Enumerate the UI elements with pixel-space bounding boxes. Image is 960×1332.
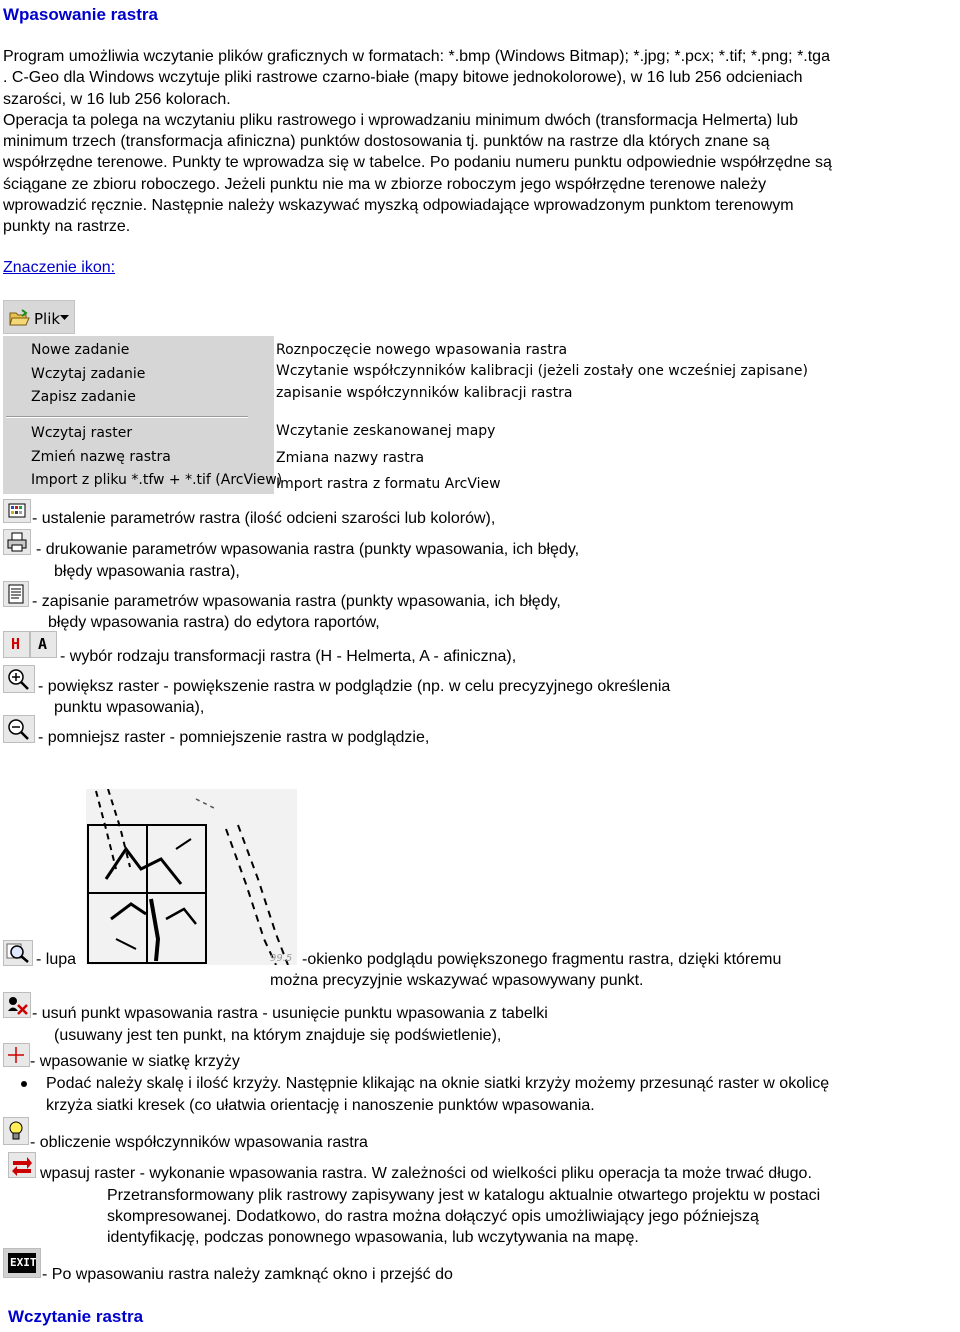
intro-line: szarości, w 16 lub 256 kolorach. (3, 90, 231, 108)
exit-text: - Po wpasowaniu rastra należy zamknąć okno i przejść do (42, 1266, 453, 1283)
grid-bullet-text-2: krzyża siatki kresek (co ułatwia orientację i nanoszenie punktów wpasowania. (46, 1097, 595, 1114)
fit-raster-icon[interactable] (8, 1152, 36, 1178)
page-title: Wpasowanie rastra (3, 5, 158, 24)
menu-desc-load-raster: Wczytanie zeskanowanej mapy (276, 423, 496, 439)
intro-paragraph (3, 46, 960, 238)
helmert-letter: H (11, 635, 21, 653)
folder-open-icon (9, 309, 31, 327)
save-report-text-1: - zapisanie parametrów wpasowania rastra (punkty wpasowania, ich błędy, (32, 593, 561, 610)
lightbulb-icon[interactable] (3, 1117, 29, 1145)
zoom-in-text-1: - powiększ raster - powiększenie rastra w podglądzie (np. w celu precyzyjnego określenia (38, 678, 671, 695)
magnifier-desc-1: -okienko podglądu powiększonego fragmentu rastra, dzięki któremu (302, 951, 782, 968)
magnifier-desc-2: można precyzyjnie wskazywać wpasowywany punkt. (270, 972, 644, 989)
file-menu-label: Plik (34, 310, 61, 328)
file-menu-dropdown (3, 336, 283, 494)
crosshair-grid-icon[interactable] (3, 1043, 30, 1067)
raster-params-icon[interactable] (3, 499, 31, 523)
fit-text-2: Przetransformowany plik rastrowy zapisywany jest w katalogu aktualnie otwartego projektu w postaci (107, 1187, 821, 1204)
zoom-in-text-2: punktu wpasowania), (54, 699, 205, 716)
grid-text: - wpasowanie w siatkę krzyży (30, 1053, 240, 1070)
transform-text: - wybór rodzaju transformacji rastra (H - Helmerta, A - afiniczna), (60, 648, 517, 665)
print-text-2: błędy wpasowania rastra), (54, 563, 240, 580)
fit-text-4: identyfikację, podczas ponownego wpasowania, lub wczytywania na mapę. (107, 1229, 639, 1246)
intro-line: . C-Geo dla Windows wczytuje pliki rastrowe czarno-białe (mapy bitowe jednokolorowe), w 16 lub 256 odcieniach (3, 69, 803, 87)
magnifier-text: - lupa (36, 951, 77, 968)
magnifier-preview (86, 789, 297, 965)
file-menu-button[interactable] (3, 300, 75, 334)
menu-desc-save-task: zapisanie współczynników kalibracji rastra (276, 385, 573, 401)
menu-item-load-raster[interactable]: Wczytaj raster (31, 425, 133, 441)
intro-line: Program umożliwia wczytanie plików graficznych w formatach: *.bmp (Windows Bitmap); *.jpg; *.pcx; *.tif; *.png; *.tga (3, 48, 830, 65)
fit-text-1: wpasuj raster - wykonanie wpasowania rastra. W zależności od wielkości pliku operacja ta może trwać długo. (40, 1165, 812, 1182)
report-icon[interactable] (3, 581, 29, 607)
magnifier-icon[interactable] (3, 940, 33, 966)
intro-line: ściągane ze zbioru roboczego. Jeżeli punktu nie ma w zbiorze roboczym jego współrzędne terenowe należy (3, 175, 767, 193)
intro-line: wprowadzić ręcznie. Następnie należy wskazywać myszką odpowiadające wprowadzonym punktom terenowym (3, 197, 794, 215)
raster-preview-image (86, 789, 297, 965)
chevron-down-icon (60, 315, 69, 321)
zoom-in-icon[interactable] (3, 665, 35, 693)
menu-item-load-task[interactable]: Wczytaj zadanie (31, 366, 146, 382)
zoom-out-text: - pomniejsz raster - pomniejszenie rastra w podglądzie, (38, 729, 430, 746)
fit-text-3: skompresowanej. Dodatkowo, do rastra można dołączyć opis umożliwiający jego późniejszą (107, 1208, 759, 1225)
print-text-1: - drukowanie parametrów wpasowania rastra (punkty wpasowania, ich błędy, (36, 541, 580, 558)
exit-label: EXIT (10, 1256, 37, 1269)
intro-line: minimum trzech (transformacja afiniczna) punktów dostosowania tj. punktów na rastrze dla których znane są (3, 133, 770, 151)
exit-sign (8, 1253, 36, 1273)
helmert-transform-icon[interactable] (3, 631, 30, 658)
affine-transform-icon[interactable] (30, 631, 57, 658)
intro-line: punkty na rastrze. (3, 218, 131, 236)
section-heading-load-raster: Wczytanie rastra (8, 1307, 144, 1326)
menu-item-save-task[interactable]: Zapisz zadanie (31, 389, 136, 405)
params-text: - ustalenie parametrów rastra (ilość odcieni szarości lub kolorów), (32, 510, 496, 527)
bullet-dot (21, 1081, 27, 1087)
menu-item-new-task[interactable]: Nowe zadanie (31, 342, 130, 358)
icons-heading-link[interactable]: Znaczenie ikon: (3, 259, 116, 276)
menu-desc-load-task: Wczytanie współczynników kalibracji (jeżeli zostały one wcześniej zapisane) (276, 363, 808, 379)
magnifier-number: 99.5 (270, 953, 293, 964)
exit-icon[interactable] (3, 1248, 41, 1278)
menu-item-import-arcview[interactable]: Import z pliku *.tfw + *.tif (ArcView) (31, 472, 283, 488)
printer-icon[interactable] (3, 529, 31, 555)
delete-point-text-1: - usuń punkt wpasowania rastra - usunięcie punktu wpasowania z tabelki (32, 1005, 548, 1022)
menu-item-rename-raster[interactable]: Zmień nazwę rastra (31, 449, 171, 465)
delete-point-icon[interactable] (3, 992, 31, 1018)
calc-text: - obliczenie współczynników wpasowania rastra (30, 1134, 368, 1151)
menu-desc-new-task: Roznpoczęcie nowego wpasowania rastra (276, 342, 568, 358)
delete-point-text-2: (usuwany jest ten punkt, na którym znajduje się podświetlenie), (54, 1027, 502, 1044)
save-report-text-2: błędy wpasowania rastra) do edytora raportów, (48, 614, 380, 631)
affine-letter: A (38, 635, 48, 653)
intro-line: współrzędne terenowe. Punkty te wprowadza się w tabelce. Po podaniu numeru punktu odpowiednie współrzędne są (3, 154, 832, 172)
grid-bullet-text-1: Podać należy skalę i ilość krzyży. Następnie klikając na oknie siatki krzyży możemy przesunąć raster w okolicę (46, 1075, 830, 1092)
menu-desc-rename-raster: Zmiana nazwy rastra (276, 450, 425, 466)
zoom-out-icon[interactable] (3, 715, 35, 743)
menu-separator (6, 416, 248, 418)
intro-line: Operacja ta polega na wczytaniu pliku rastrowego i wprowadzaniu minimum dwóch (transformacja Helmerta) lub (3, 111, 799, 129)
menu-desc-import-arcview: Import rastra z formatu ArcView (276, 476, 501, 492)
